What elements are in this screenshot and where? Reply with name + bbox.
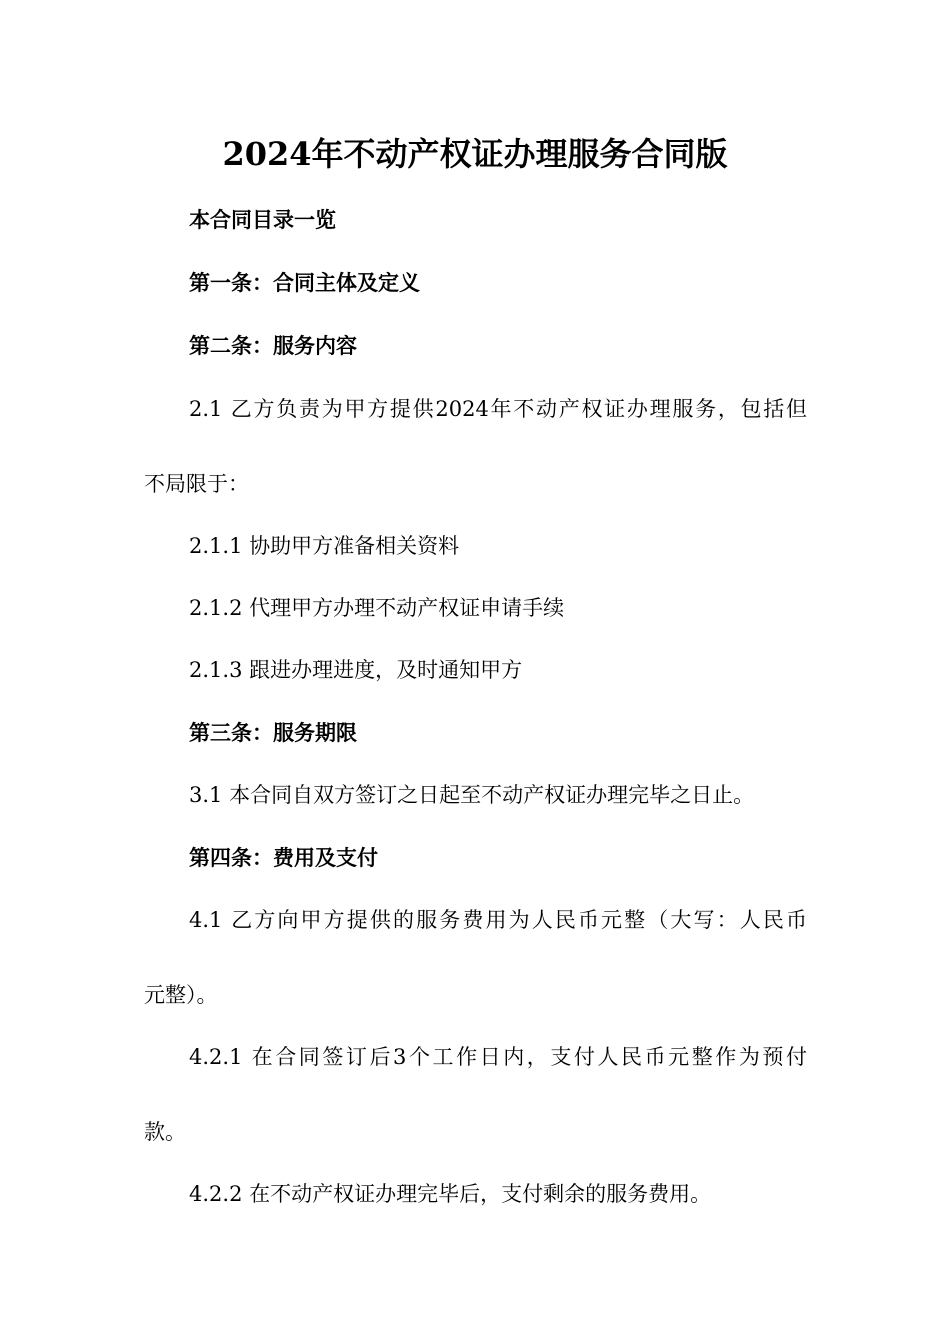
article-3-heading: 第三条：服务期限: [189, 720, 357, 745]
clause-2-1-2: 2.1.2 代理甲方办理不动产权证申请手续: [189, 596, 565, 620]
table-of-contents-heading: 本合同目录一览: [189, 207, 336, 232]
clause-4-1-line-1: 4.1 乙方向甲方提供的服务费用为人民币元整（大写：人民币: [189, 908, 807, 932]
article-4-heading: 第四条：费用及支付: [189, 845, 378, 870]
clause-4-1-line-2: 元整）。: [144, 983, 218, 1007]
clause-2-1-3: 2.1.3 跟进办理进度，及时通知甲方: [189, 658, 523, 682]
clause-2-1-line-1: 2.1 乙方负责为甲方提供2024年不动产权证办理服务，包括但: [189, 397, 807, 421]
clause-2-1-1: 2.1.1 协助甲方准备相关资料: [189, 534, 460, 558]
clause-2-1-line-2: 不局限于：: [144, 472, 249, 496]
article-1-heading: 第一条：合同主体及定义: [189, 270, 420, 295]
article-2-heading: 第二条：服务内容: [189, 333, 357, 358]
clause-3-1: 3.1 本合同自双方签订之日起至不动产权证办理完毕之日止。: [189, 783, 755, 807]
clause-4-2-1-line-1: 4.2.1 在合同签订后3个工作日内，支付人民币元整作为预付: [189, 1045, 807, 1069]
clause-4-2-1-line-2: 款。: [144, 1120, 186, 1144]
document-title: 2024年不动产权证办理服务合同版: [222, 135, 728, 173]
clause-4-2-2: 4.2.2 在不动产权证办理完毕后，支付剩余的服务费用。: [189, 1182, 712, 1206]
